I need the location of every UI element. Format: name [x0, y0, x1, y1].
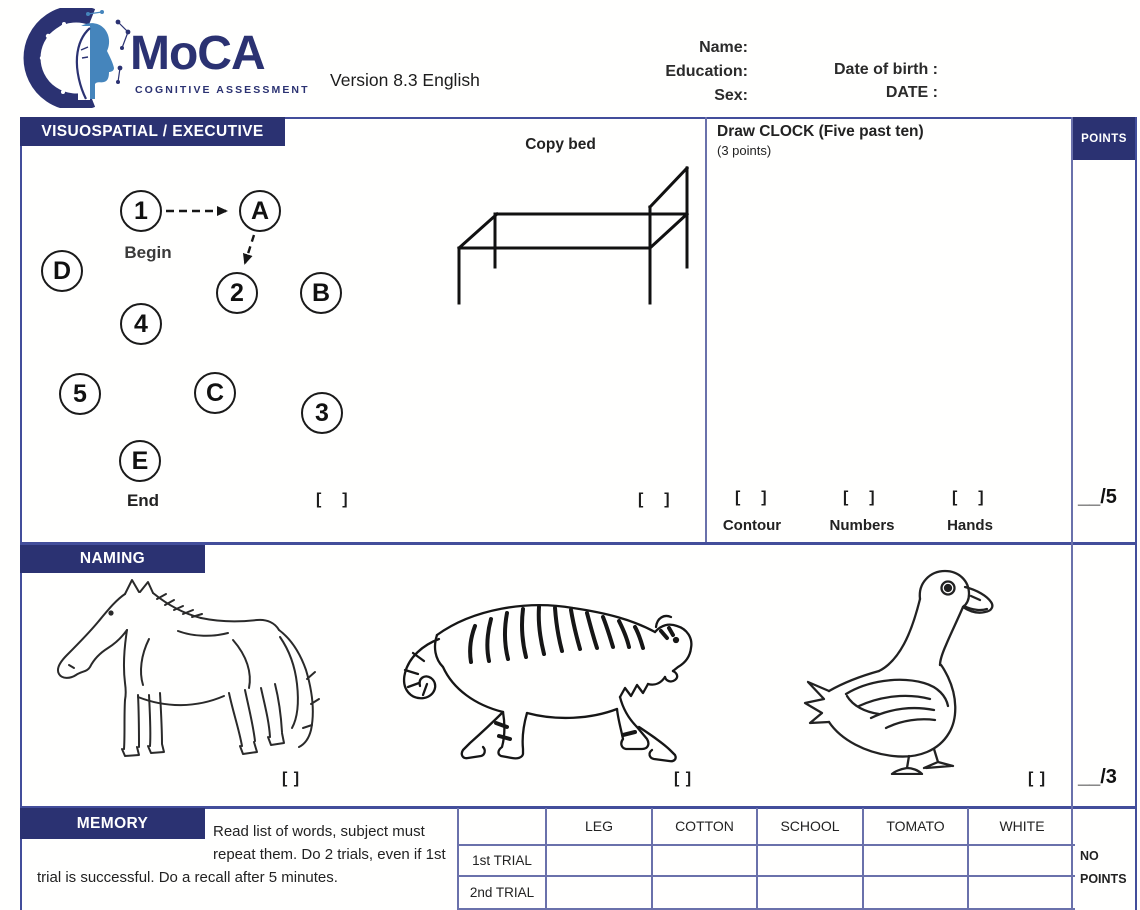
memory-row-label-trial1: 1st TRIAL: [459, 846, 547, 877]
memory-word-cotton: COTTON: [653, 808, 758, 846]
name-label: Name:: [699, 39, 748, 56]
memory-trial2-cell-leg[interactable]: [547, 877, 653, 910]
memory-word-tomato: TOMATO: [864, 808, 969, 846]
trail-node-E: E: [119, 440, 161, 482]
trail-node-5: 5: [59, 373, 101, 415]
memory-trial1-cell-school[interactable]: [758, 846, 864, 877]
clock-contour-label: Contour: [722, 517, 782, 534]
memory-word-school: SCHOOL: [758, 808, 864, 846]
trail-node-1: 1: [120, 190, 162, 232]
memory-trial2-cell-tomato[interactable]: [864, 877, 969, 910]
naming-section-header: NAMING: [20, 545, 205, 573]
naming-tiger-checkbox[interactable]: [ ]: [674, 770, 693, 787]
bed-image: [440, 155, 710, 315]
education-label: Education:: [665, 63, 748, 80]
memory-word-white: WHITE: [969, 808, 1075, 846]
points-column-header: POINTS: [1073, 117, 1135, 160]
visuospatial-score: __/5: [1078, 486, 1117, 508]
trail-node-3: 3: [301, 392, 343, 434]
memory-trial1-cell-tomato[interactable]: [864, 846, 969, 877]
memory-trial2-cell-cotton[interactable]: [653, 877, 758, 910]
trail-node-2: 2: [216, 272, 258, 314]
naming-score: __/3: [1078, 766, 1117, 788]
clock-title: Draw CLOCK (Five past ten): [717, 123, 924, 140]
naming-horse-checkbox[interactable]: [ ]: [282, 770, 301, 787]
memory-trial1-cell-leg[interactable]: [547, 846, 653, 877]
date-of-birth-label: Date of birth :: [834, 61, 938, 78]
memory-table-corner-cell: [459, 808, 547, 846]
memory-trial2-cell-white[interactable]: [969, 877, 1075, 910]
moca-logo-icon: [22, 8, 134, 108]
memory-trial1-cell-white[interactable]: [969, 846, 1075, 877]
trail-end-label: End: [126, 491, 160, 510]
duck-image: [791, 559, 1027, 775]
sex-label: Sex:: [714, 87, 748, 104]
memory-word-leg: LEG: [547, 808, 653, 846]
memory-trial1-cell-cotton[interactable]: [653, 846, 758, 877]
horse-image: [28, 577, 323, 763]
memory-header-float: [20, 808, 213, 846]
trail-node-A: A: [239, 190, 281, 232]
logo-subtitle: COGNITIVE ASSESSMENT: [135, 84, 310, 96]
trail-arrows: [20, 117, 370, 547]
memory-instructions: Read list of words, subject must repeat them. Do 2 trials, even if 1st trial is successful. Do a recall after 5 minutes.: [37, 823, 446, 886]
divider-points-column: [1071, 117, 1073, 910]
logo-wordmark: MoCA: [130, 27, 265, 80]
clock-hands-checkbox[interactable]: [ ]: [952, 489, 988, 506]
tiger-image: [377, 581, 710, 764]
trail-node-B: B: [300, 272, 342, 314]
memory-table: [457, 808, 1073, 910]
naming-duck-checkbox[interactable]: [ ]: [1028, 770, 1047, 787]
clock-drawing-area[interactable]: [707, 165, 1071, 480]
clock-contour-checkbox[interactable]: [ ]: [735, 489, 771, 506]
memory-no-points-line2: POINTS: [1080, 872, 1127, 886]
version-label: Version 8.3 English: [330, 70, 480, 90]
trail-node-C: C: [194, 372, 236, 414]
memory-trial2-cell-school[interactable]: [758, 877, 864, 910]
trail-begin-label: Begin: [124, 243, 172, 262]
date-label: DATE :: [885, 84, 938, 101]
memory-row-label-trial2: 2nd TRIAL: [459, 877, 547, 910]
bed-checkbox[interactable]: [ ]: [638, 491, 674, 508]
clock-numbers-label: Numbers: [829, 517, 895, 534]
memory-section-header: MEMORY: [20, 808, 205, 839]
clock-hands-label: Hands: [947, 517, 993, 534]
trail-node-4: 4: [120, 303, 162, 345]
trail-node-D: D: [41, 250, 83, 292]
trail-checkbox[interactable]: [ ]: [316, 491, 352, 508]
memory-no-points-line1: NO: [1080, 849, 1099, 863]
clock-subtitle: (3 points): [717, 143, 772, 158]
memory-instructions-block: [20, 808, 457, 910]
visuospatial-section-header: VISUOSPATIAL / EXECUTIVE: [20, 117, 285, 146]
clock-numbers-checkbox[interactable]: [ ]: [843, 489, 879, 506]
copy-bed-label: Copy bed: [525, 136, 596, 153]
